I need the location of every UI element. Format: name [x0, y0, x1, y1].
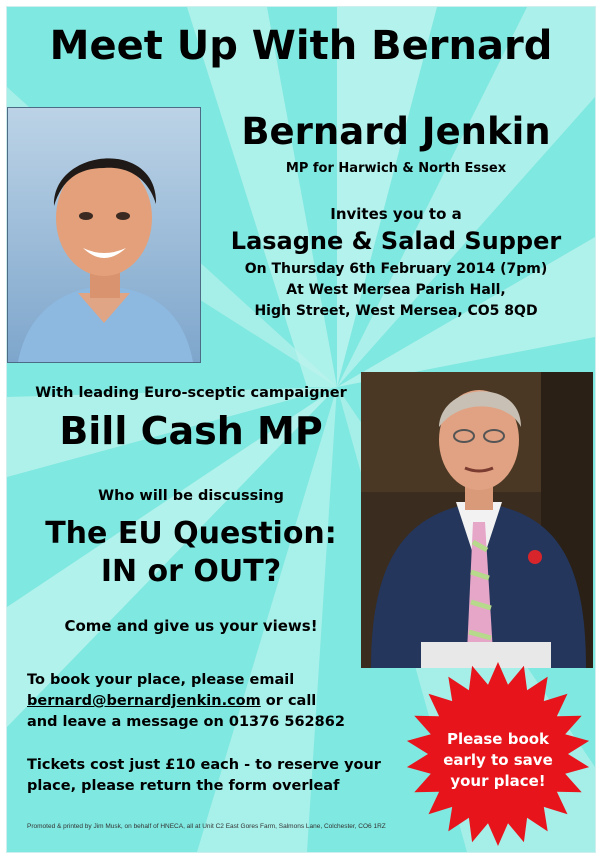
bernard-jenkin-photo [7, 107, 201, 363]
imprint-footer: Promoted & printed by Jim Musk, on behalf of HNECA, all at Unit C2 East Gores Farm, Salmons Lane, Colchester, CO6 1RZ [27, 823, 386, 830]
badge-text [427, 729, 569, 792]
tickets-line-1: Tickets cost just £10 each - to reserve your [27, 757, 381, 773]
poster [6, 6, 596, 853]
host-role: MP for Harwich & North Essex [285, 161, 507, 176]
booking-line-1: To book your place, please email [27, 672, 295, 688]
booking-line-2-suffix: or call [260, 693, 317, 709]
guest-name: Bill Cash MP [59, 409, 323, 453]
call-to-action: Come and give us your views! [64, 617, 318, 635]
badge-line-1: Please book [446, 730, 550, 748]
bill-cash-photo [361, 372, 593, 668]
event-venue: At West Mersea Parish Hall, [286, 282, 506, 298]
booking-line-2 [27, 693, 417, 709]
headline: Meet Up With Bernard [49, 23, 553, 69]
tickets-line-2: place, please return the form overleaf [27, 778, 340, 794]
booking-line-3: and leave a message on 01376 562862 [27, 714, 345, 730]
event-date: On Thursday 6th February 2014 (7pm) [244, 261, 548, 277]
topic-line-1: The EU Question: [45, 516, 337, 551]
badge-line-3: your place! [450, 772, 546, 790]
invite-line: Invites you to a [330, 205, 462, 223]
booking-email-link[interactable]: bernard@bernardjenkin.com [27, 693, 261, 709]
event-address: High Street, West Mersea, CO5 8QD [254, 303, 538, 319]
guest-intro: With leading Euro-sceptic campaigner [35, 385, 347, 401]
event-name: Lasagne & Salad Supper [230, 227, 562, 255]
badge-line-2: early to save [443, 751, 553, 769]
discussing-line: Who will be discussing [98, 488, 284, 504]
host-name: Bernard Jenkin [241, 110, 551, 153]
topic-line-2: IN or OUT? [100, 554, 282, 589]
